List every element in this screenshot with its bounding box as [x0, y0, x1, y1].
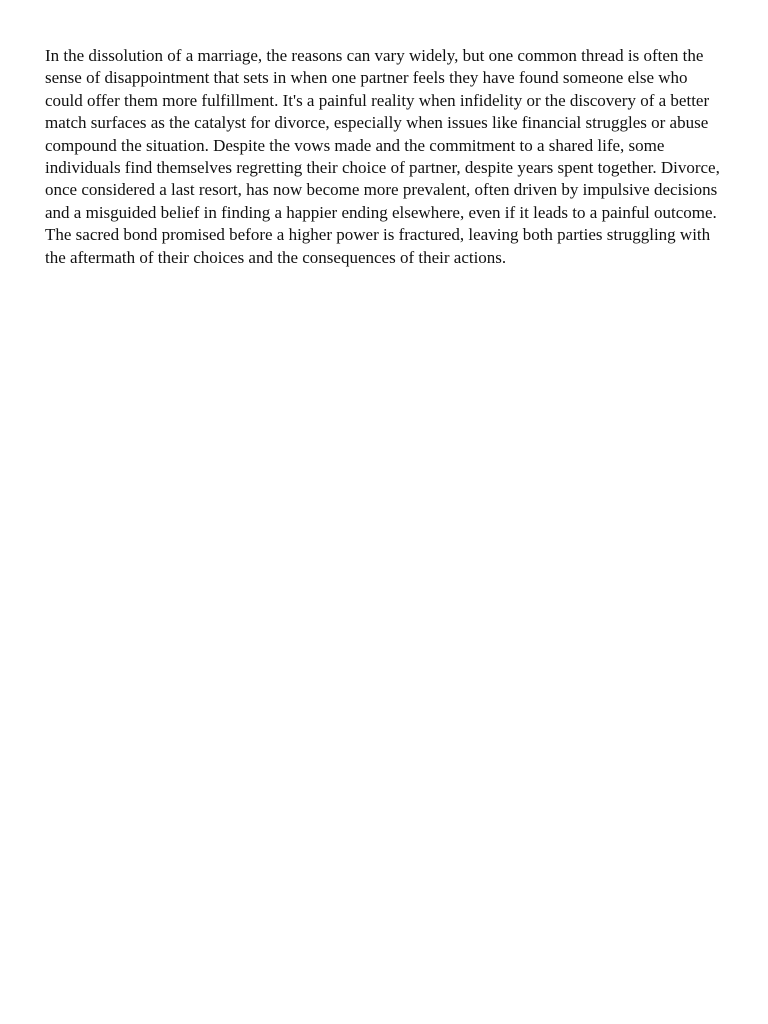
body-paragraph: In the dissolution of a marriage, the reasons can vary widely, but one common thread is often the sense of disappointment that sets in when one partner feels they have found someone else who could offer them more fulfillment. It's a painful reality when infidelity or the discovery of a better match surfaces as the catalyst for divorce, especially when issues like financial struggles or abuse compound the situation. Despite the vows made and the commitment to a shared life, some individuals find themselves regretting their choice of partner, despite years spent together. Divorce, once considered a last resort, has now become more prevalent, often driven by impulsive decisions and a misguided belief in finding a happier ending elsewhere, even if it leads to a painful outcome. The sacred bond promised before a higher power is fractured, leaving both parties struggling with the aftermath of their choices and the consequences of their actions. [45, 46, 720, 267]
